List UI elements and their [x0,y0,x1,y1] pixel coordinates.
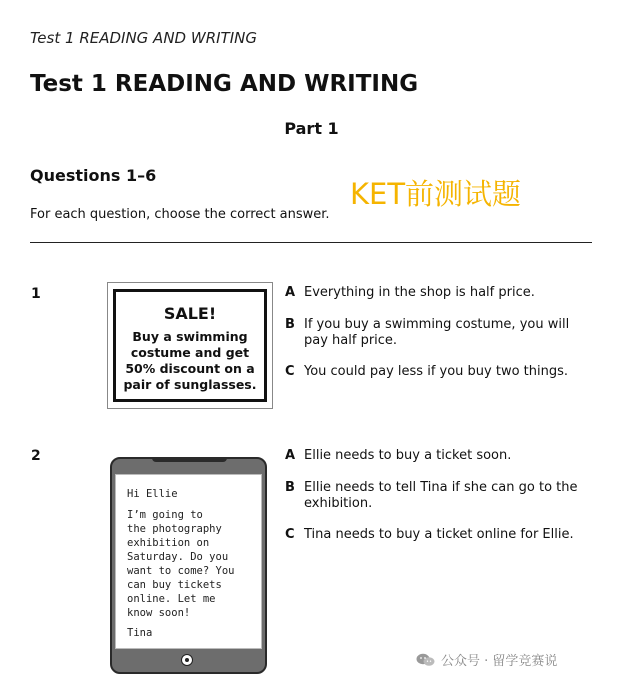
option-letter: B [285,317,295,332]
question-number: 2 [31,448,41,464]
option-text: You could pay less if you buy two things. [304,364,569,379]
option-letter: C [285,364,295,379]
instructions: For each question, choose the correct answer. [30,207,330,222]
divider [30,242,592,243]
option-text: Ellie needs to buy a ticket soon. [304,448,512,463]
notice-body: Buy a swimming costume and get 50% discount on a pair of sunglasses. [123,329,257,392]
message-body: I’m going to the photography exhibition on Saturday. Do you want to come? You can buy tickets online. Let me know soon! [127,509,235,619]
phone-illustration [110,457,267,674]
option-letter: C [285,527,295,542]
part-title: Part 1 [284,119,339,138]
notice-frame [113,289,267,402]
running-header: Test 1 READING AND WRITING [30,29,257,47]
sale-notice [107,282,273,409]
home-button-icon [181,654,193,666]
phone-screen [115,474,262,649]
notice-heading: SALE! [163,304,217,323]
question-number: 1 [31,286,41,302]
option-text: If you buy a swimming costume, you will pay half price. [304,317,570,348]
option-text: Ellie needs to tell Tina if she can go to the exhibition. [304,480,578,511]
wechat-label: 公众号 · 留学竞赛说 [441,654,558,669]
option-text: Tina needs to buy a ticket online for Ellie. [304,527,574,542]
option-letter: A [285,448,296,463]
page-title: Test 1 READING AND WRITING [30,71,419,97]
watermark-text: KET前测试题 [350,177,522,211]
option-letter: B [285,480,295,495]
wechat-watermark [416,650,557,669]
message-greeting: Hi Ellie [127,488,178,500]
option-text: Everything in the shop is half price. [304,285,535,300]
phone-speaker [152,457,227,462]
option-letter: A [285,285,296,300]
message-signature: Tina [127,627,153,639]
wechat-icon [416,653,436,667]
questions-range-heading: Questions 1–6 [30,166,157,185]
